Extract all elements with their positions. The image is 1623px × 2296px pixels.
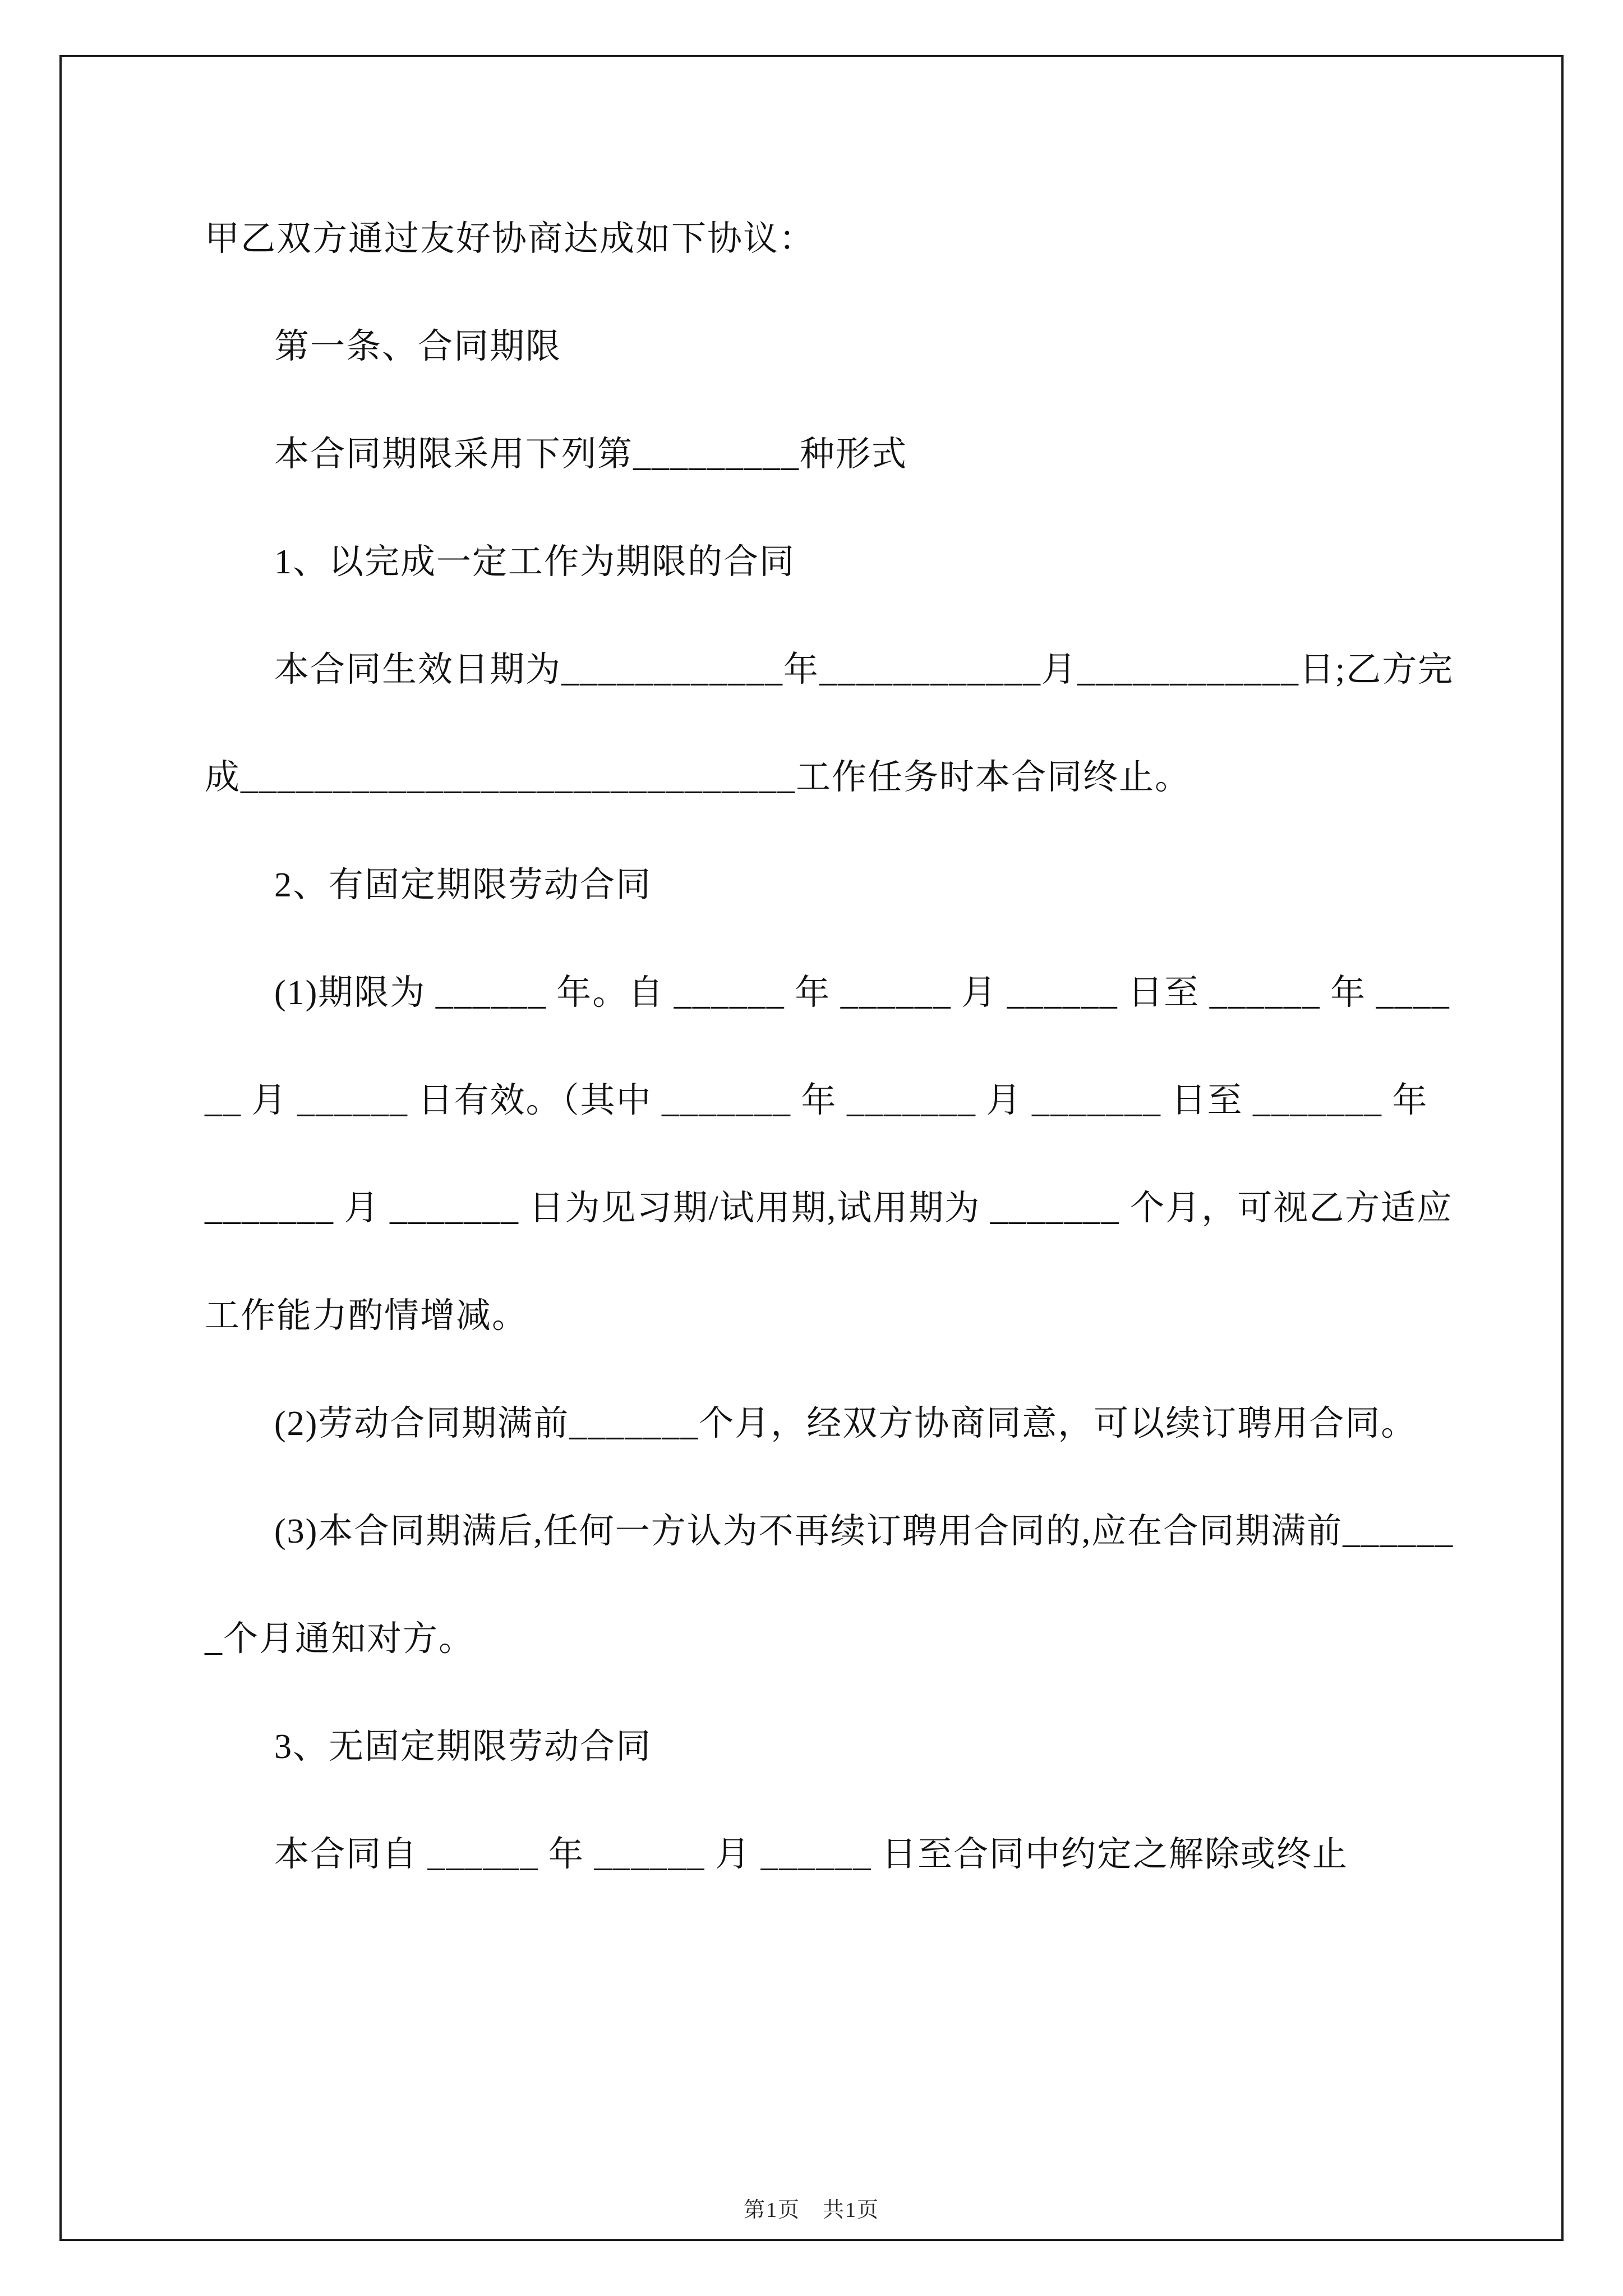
paragraph-item-2-sub-1: (1)期限为 ______ 年。自 ______ 年 ______ 月 ______ 日至 ______ 年 ______ 月 ______ 日有效。（其中 _______ 年 _______ 月 _______ 日至 _______ 年 _______ 月 _______ 日为见习期/试用期,试用期为 _______ 个月，可视乙方适应工作能力酌情增减。: [205, 974, 1453, 1335]
paragraph-item-2-title: 2、有固定期限劳动合同: [274, 866, 652, 904]
paragraph-item-1-body: 本合同生效日期为____________年____________月____________日;乙方完成______________________________工作任务时本合同终止。: [205, 651, 1454, 797]
paragraph-intro: 甲乙双方通过友好协商达成如下协议：: [205, 220, 815, 258]
document-body: [205, 185, 1455, 1908]
paragraph-item-2-sub-2: (2)劳动合同期满前_______个月，经双方协商同意，可以续订聘用合同。: [274, 1405, 1417, 1443]
page-footer: 第1页 共1页: [743, 2198, 879, 2222]
paragraph-term-form: 本合同期限采用下列第_________种形式: [274, 435, 908, 473]
paragraph-item-2-sub-3: (3)本合同期满后,任何一方认为不再续订聘用合同的,应在合同期满前_______个月通知对方。: [205, 1512, 1454, 1658]
paragraph-item-1-title: 1、以完成一定工作为期限的合同: [274, 543, 796, 581]
paragraph-item-3-title: 3、无固定期限劳动合同: [274, 1728, 652, 1766]
paragraph-article-1-title: 第一条、合同期限: [274, 328, 562, 366]
paragraph-item-3-body: 本合同自 ______ 年 ______ 月 ______ 日至合同中约定之解除或终止: [274, 1835, 1349, 1874]
